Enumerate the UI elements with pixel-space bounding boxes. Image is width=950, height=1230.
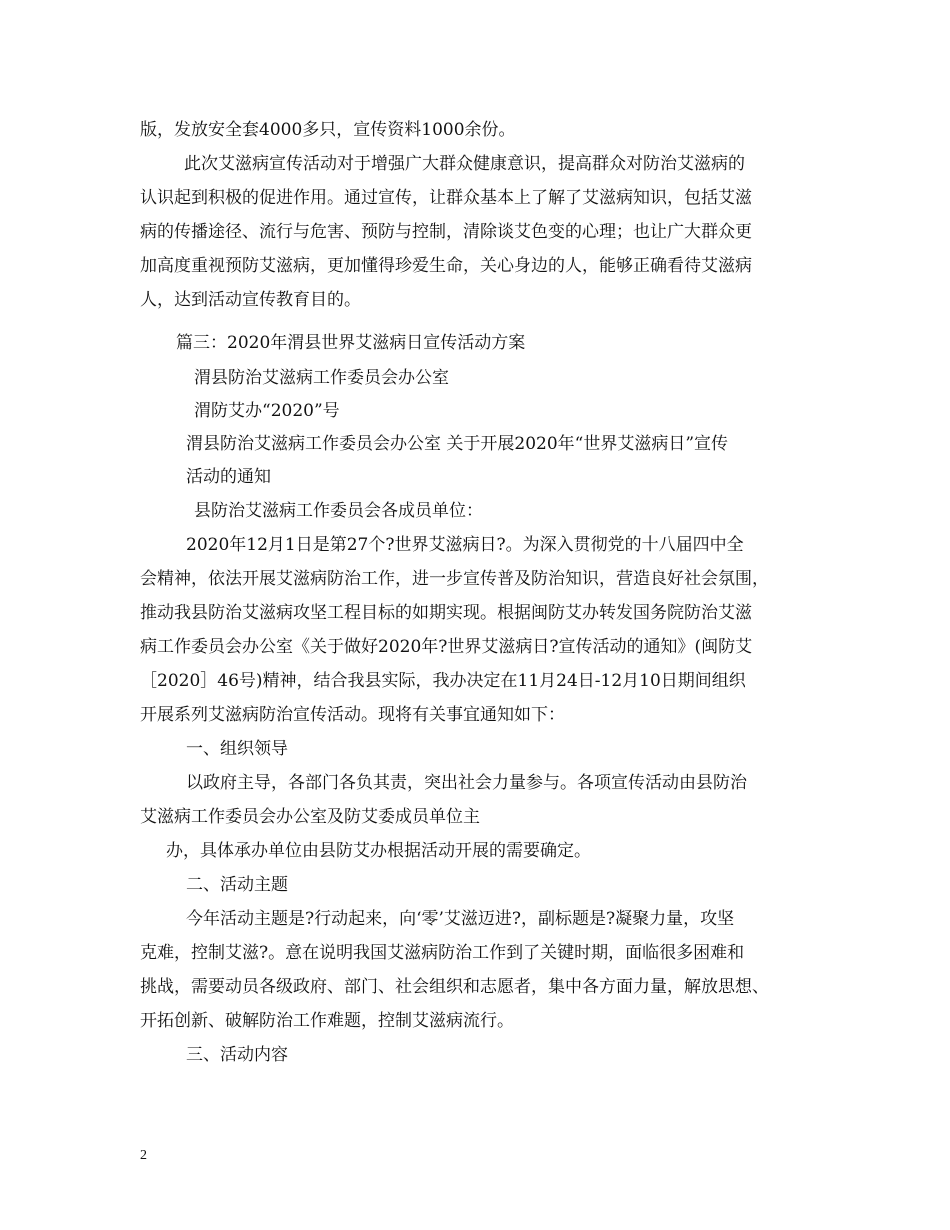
section-heading: 一、组织领导 [186, 739, 288, 759]
text-line: 病工作委员会办公室《关于做好2020年?世界艾滋病日?宣传活动的通知》(闽防艾 [140, 637, 753, 657]
paragraph-line: 以政府主导，各部门各负其责，突出社会力量参与。各项宣传活动由县防治 [186, 773, 747, 793]
section-heading: 三、活动内容 [186, 1045, 288, 1065]
text-line: 艾滋病工作委员会办公室及防艾委成员单位主 [140, 807, 480, 827]
text-line: 推动我县防治艾滋病攻坚工程目标的如期实现。根据闽防艾办转发国务院防治艾滋 [140, 603, 752, 623]
notice-title-continued: 活动的通知 [186, 467, 271, 487]
text-line: ［2020］46号)精神，结合我县实际，我办决定在11月24日-12月10日期间组织 [140, 671, 746, 691]
text-line: 开展系列艾滋病防治宣传活动。现将有关事宜通知如下： [140, 705, 565, 725]
text-line: 加高度重视预防艾滋病，更加懂得珍爱生命，关心身边的人，能够正确看待艾滋病 [140, 256, 752, 276]
section-heading: 二、活动主题 [186, 875, 288, 895]
text-line: 办，具体承办单位由县防艾办根据活动开展的需要确定。 [166, 841, 591, 861]
issuer-line: 渭县防治艾滋病工作委员会办公室 [194, 368, 449, 388]
text-line: 病的传播途径、流行与危害、预防与控制，清除谈艾色变的心理；也让广大群众更 [140, 222, 752, 242]
section-title: 篇三：2020年渭县世界艾滋病日宣传活动方案 [176, 333, 526, 353]
notice-title: 渭县防治艾滋病工作委员会办公室 关于开展2020年“世界艾滋病日”宣传 [186, 434, 729, 454]
recipient-line: 县防治艾滋病工作委员会各成员单位： [194, 501, 483, 521]
paragraph-line: 今年活动主题是?行动起来，向‘零’艾滋迈进?，副标题是?凝聚力量，攻坚 [186, 909, 735, 929]
text-line: 开拓创新、破解防治工作难题，控制艾滋病流行。 [140, 1011, 514, 1031]
paragraph-line: 2020年12月1日是第27个?世界艾滋病日?。为深入贯彻党的十八届四中全 [186, 535, 744, 555]
text-line: 挑战，需要动员各级政府、部门、社会组织和志愿者，集中各方面力量，解放思想、 [140, 977, 769, 997]
paragraph-line: 此次艾滋病宣传活动对于增强广大群众健康意识，提高群众对防治艾滋病的 [184, 154, 745, 174]
text-line: 版，发放安全套4000多只，宣传资料1000余份。 [140, 120, 516, 140]
text-line: 人，达到活动宣传教育目的。 [140, 290, 361, 310]
text-line: 会精神，依法开展艾滋病防治工作，进一步宣传普及防治知识，营造良好社会氛围， [140, 569, 769, 589]
page-number: 2 [140, 1148, 147, 1163]
document-number: 渭防艾办“2020”号 [194, 401, 340, 421]
text-line: 克难，控制艾滋?。意在说明我国艾滋病防治工作到了关键时期，面临很多困难和 [140, 943, 745, 963]
text-line: 认识起到积极的促进作用。通过宣传，让群众基本上了解了艾滋病知识，包括艾滋 [140, 188, 752, 208]
